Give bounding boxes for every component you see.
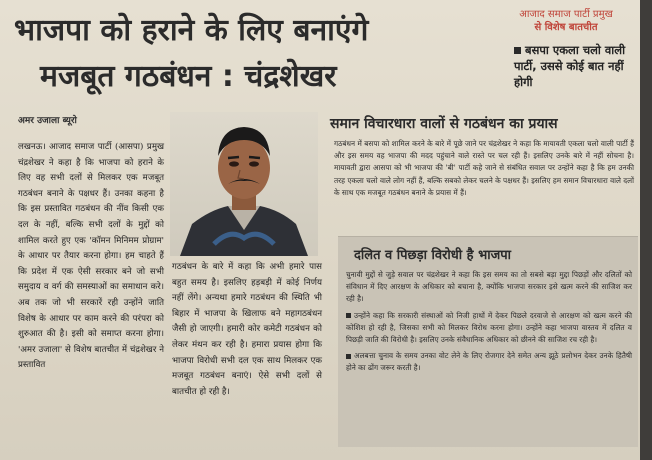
byline: अमर उजाला ब्यूरो [18,116,77,126]
sidebar-quote-text: बसपा एकला चलो वाली पार्टी, उससे कोई बात नहीं होगी [514,43,626,89]
right-section-heading: समान विचारधारा वालों से गठबंधन का प्रयास [330,116,558,132]
right-section-body [334,138,634,199]
highlight-box-body [346,269,632,379]
right-section-text: गठबंधन में बसपा को शामिल करने के बारे में पूछे जाने पर चंद्रशेखर ने कहा कि मायावती एकला चलो वाली पार्टी हैं और इस समय वह भाजपा की मदद पहुंचाने वाले रास्ते पर चल रही हैं। इसलिए उनके बारे में नहीं सोचना है। मायावती द्वारा आसपा को भी भाजपा की 'बी' पार्टी कहे जाने से संबंधित सवाल पर उन्होंने कहा है कि हम उनकी तरह एकला चलो वाले लोग नहीं हैं, बल्कि सबको लेकर चलने के पक्षधर हैं। इसलिए हम समान विचारधारा वाले दलों के साथ एक मजबूत गठबंधन बनाने के प्रयास में हैं। [334,139,634,197]
headline-line2: मजबूत गठबंधन : चंद्रशेखर [40,59,337,94]
sidebar-title [506,8,626,34]
headline-line1: भाजपा को हराने के लिए बनाएंगे [14,13,369,48]
portrait-illustration [170,112,318,256]
article-column-2 [172,260,322,400]
article-column-1-text: लखनऊ। आजाद समाज पार्टी (आसपा) प्रमुख चंद्रशेखर ने कहा है कि भाजपा को हराने के लिए वह सभी दलों से मिलकर एक मजबूत गठबंधन बनाने के पक्षधर हैं। उनका कहना है कि इस प्रस्तावित गठबंधन की नींव किसी एक दल के नहीं, बल्कि सभी दलों के मुद्दों को शामिल करते हुए एक 'कॉमन मिनिमम प्रोग्राम' के आधार पर तैयार करना होगा। हम चाहते हैं कि प्रदेश में एक ऐसी सरकार बने जो सभी समुदाय व वर्ग की समस्याओं का समाधान करे। अब तक जो भी सरकारें रही उन्होंने जाति विशेष के आधार पर काम करने की परंपरा को शुरुआत की है। इसी को समाप्त करना होगा। 'अमर उजाला' से विशेष बातचीत में चंद्रशेखर ने प्रस्तावित [18,142,164,371]
sidebar-box [494,0,652,118]
article-column-1 [18,140,164,374]
highlight-box-text: चुनावी मुद्दों से जुड़े सवाल पर चंद्रशेखर ने कहा कि इस समय का तो सबसे बड़ा मुद्दा पिछड़ों और दलितों को संविधान में दिए आरक्षण के अधिकार को बचाना है, क्योंकि भाजपा सरकार इसे खत्म करने की साजिश कर रही है। [346,270,632,304]
square-bullet-icon [514,47,521,54]
highlight-box-point-1-text: उन्होंने कहा कि सरकारी संस्थाओं को निजी हाथों में देकर पिछले दरवाजे से आरक्षण को खत्म करने की कोशिश हो रही है, जिसका सभी को मिलकर विरोध करना होगा। उन्होंने कहा भाजपा वास्तव में दलित व पिछड़ी जाति की विरोधी है। इसलिए उनके संवैधानिक अधिकार को छीनने की साजिश रच रही है। [346,310,632,345]
sidebar-title-line1: आजाद समाज पार्टी प्रमुख [519,9,613,20]
article-column-2-text: गठबंधन के बारे में कहा कि अभी हमारे पास बहुत समय है। इसलिए हड़बड़ी में कोई निर्णय नहीं लेंगे। अन्यथा हमारे गठबंधन की स्थिति भी बिहार में भाजपा के खिलाफ बने महागठबंधन जैसी हो जाएगी। हमारी कोर कमेटी गठबंधन को लेकर मंथन कर रही है। हमारा प्रयास होगा कि भाजपा विरोधी सभी दल एक साथ मिलकर एक मजबूत गठबंधन बनाएं। ऐसे सभी दलों से बातचीत हो रही है। [172,262,322,397]
highlight-box-point-2-text: अलबत्ता चुनाव के समय उनका वोट लेने के लिए रोजगार देने समेत अन्य झूठे प्रलोभन देकर उनके हितैषी होने का ढोंग जरूर करती है। [346,351,632,373]
highlight-box-point-2 [346,350,632,374]
highlight-box [338,236,638,447]
highlight-box-point-1 [346,310,632,347]
highlight-box-heading: दलित व पिछड़ा विरोधी है भाजपा [354,248,511,263]
square-bullet-icon [346,354,351,359]
page-edge-shadow [640,0,652,460]
sidebar-quote [514,42,642,90]
sidebar-title-line2: से विशेष बातचीत [534,22,598,33]
square-bullet-icon [346,313,351,318]
portrait-photo [170,112,318,256]
